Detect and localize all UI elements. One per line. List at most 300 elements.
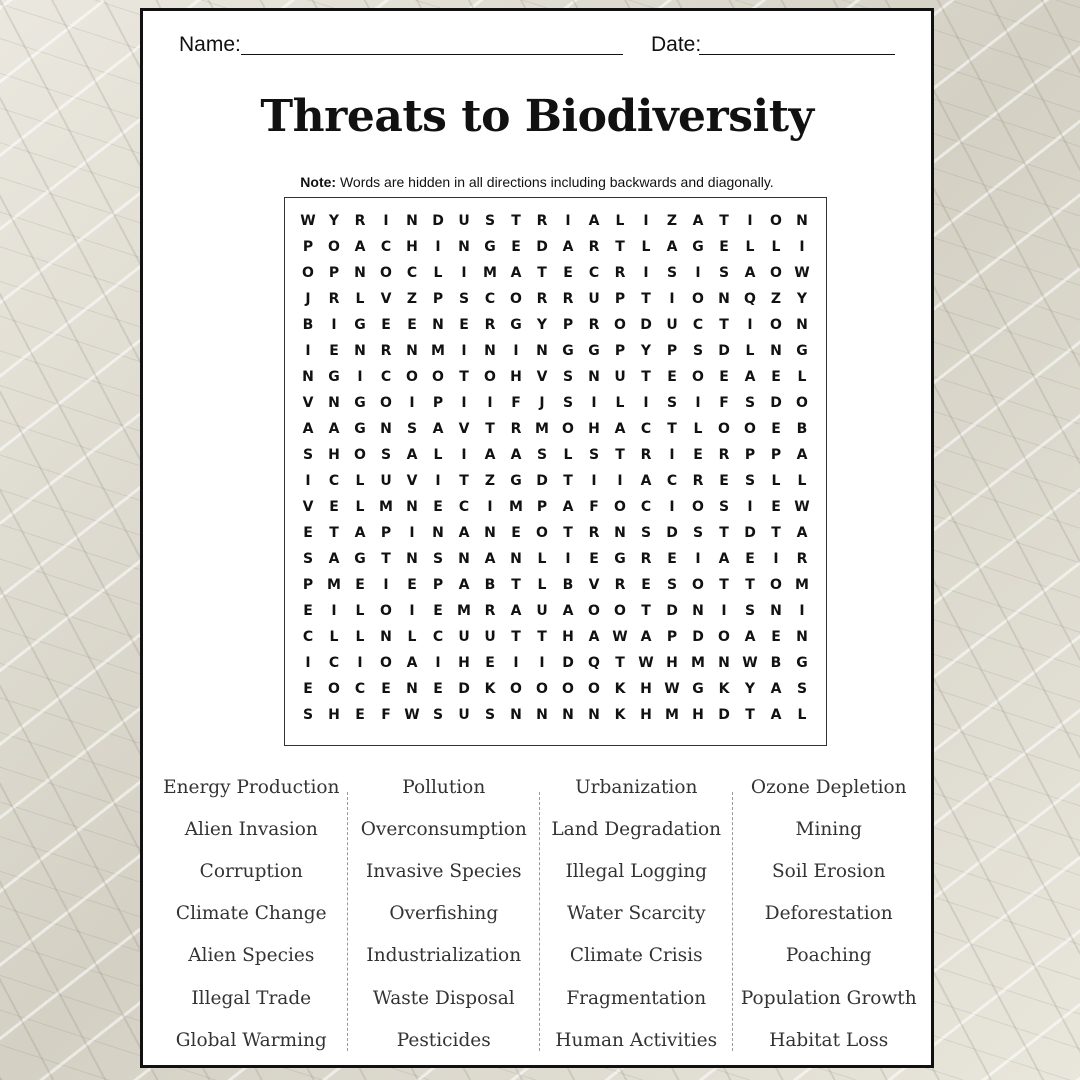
grid-letter[interactable]: C [484, 291, 496, 307]
grid-letter[interactable]: A [744, 369, 756, 385]
grid-letter[interactable]: E [771, 421, 781, 437]
grid-letter[interactable]: V [406, 473, 418, 489]
grid-letter[interactable]: K [484, 681, 496, 697]
grid-letter[interactable]: I [461, 447, 467, 463]
grid-letter[interactable]: N [796, 629, 808, 645]
grid-letter[interactable]: H [562, 629, 574, 645]
grid-letter[interactable]: T [641, 369, 651, 385]
grid-letter[interactable]: I [669, 499, 675, 515]
date-line[interactable] [699, 54, 895, 55]
grid-letter[interactable]: F [589, 499, 599, 515]
grid-letter[interactable]: O [692, 499, 704, 515]
grid-letter[interactable]: D [562, 655, 574, 671]
grid-letter[interactable]: I [383, 577, 389, 593]
grid-letter[interactable]: Z [484, 473, 496, 489]
grid-letter[interactable]: N [354, 343, 366, 359]
grid-letter[interactable]: I [565, 213, 571, 229]
grid-letter[interactable]: I [799, 603, 805, 619]
grid-letter[interactable]: T [485, 421, 495, 437]
grid-letter[interactable]: I [773, 551, 779, 567]
grid-letter[interactable]: C [406, 265, 418, 281]
grid-letter[interactable]: R [640, 447, 652, 463]
grid-letter[interactable]: N [796, 213, 808, 229]
grid-letter[interactable]: H [328, 447, 340, 463]
grid-letter[interactable]: M [431, 343, 445, 359]
grid-letter[interactable]: U [666, 317, 678, 333]
grid-letter[interactable]: I [747, 213, 753, 229]
grid-letter[interactable]: E [355, 577, 365, 593]
grid-letter[interactable]: I [643, 265, 649, 281]
grid-letter[interactable]: G [354, 317, 366, 333]
grid-letter[interactable]: L [355, 629, 365, 645]
grid-letter[interactable]: K [718, 681, 730, 697]
grid-letter[interactable]: U [458, 629, 470, 645]
grid-letter[interactable]: O [510, 681, 522, 697]
grid-letter[interactable]: Y [744, 681, 756, 697]
grid-letter[interactable]: T [719, 213, 729, 229]
grid-letter[interactable]: N [536, 707, 548, 723]
grid-letter[interactable]: A [354, 525, 366, 541]
grid-letter[interactable]: A [744, 629, 756, 645]
grid-letter[interactable]: L [329, 629, 339, 645]
grid-letter[interactable]: A [796, 447, 808, 463]
grid-letter[interactable]: M [665, 707, 679, 723]
grid-letter[interactable]: E [667, 369, 677, 385]
grid-letter[interactable]: V [380, 291, 392, 307]
grid-letter[interactable]: R [614, 577, 626, 593]
grid-letter[interactable]: I [461, 395, 467, 411]
grid-letter[interactable]: I [695, 265, 701, 281]
grid-letter[interactable]: P [432, 577, 444, 593]
grid-letter[interactable]: D [770, 395, 782, 411]
grid-letter[interactable]: O [692, 369, 704, 385]
grid-letter[interactable]: I [643, 395, 649, 411]
grid-letter[interactable]: I [513, 655, 519, 671]
grid-letter[interactable]: R [328, 291, 340, 307]
grid-letter[interactable]: D [718, 707, 730, 723]
grid-letter[interactable]: L [615, 213, 625, 229]
grid-letter[interactable]: G [692, 239, 704, 255]
grid-letter[interactable]: T [563, 525, 573, 541]
grid-letter[interactable]: R [484, 603, 496, 619]
grid-letter[interactable]: A [484, 447, 496, 463]
grid-letter[interactable]: L [693, 421, 703, 437]
grid-letter[interactable]: I [799, 239, 805, 255]
grid-letter[interactable]: W [300, 213, 316, 229]
grid-letter[interactable]: G [328, 369, 340, 385]
grid-letter[interactable]: U [536, 603, 548, 619]
grid-letter[interactable]: I [565, 551, 571, 567]
grid-letter[interactable]: R [354, 213, 366, 229]
grid-letter[interactable]: I [669, 447, 675, 463]
grid-letter[interactable]: U [458, 213, 470, 229]
grid-letter[interactable]: S [302, 551, 314, 567]
grid-letter[interactable]: N [432, 317, 444, 333]
grid-letter[interactable]: G [354, 551, 366, 567]
grid-letter[interactable]: N [354, 265, 366, 281]
grid-letter[interactable]: A [484, 551, 496, 567]
grid-letter[interactable]: Y [640, 343, 652, 359]
grid-letter[interactable]: P [614, 343, 626, 359]
grid-letter[interactable]: L [771, 239, 781, 255]
grid-letter[interactable]: O [380, 395, 392, 411]
grid-letter[interactable]: R [562, 291, 574, 307]
grid-letter[interactable]: P [770, 447, 782, 463]
grid-letter[interactable]: M [327, 577, 341, 593]
grid-letter[interactable]: U [614, 369, 626, 385]
grid-letter[interactable]: N [406, 343, 418, 359]
grid-letter[interactable]: P [744, 447, 756, 463]
grid-letter[interactable]: A [354, 239, 366, 255]
grid-letter[interactable]: S [718, 499, 730, 515]
grid-letter[interactable]: E [511, 525, 521, 541]
grid-letter[interactable]: N [406, 499, 418, 515]
grid-letter[interactable]: W [664, 681, 680, 697]
grid-letter[interactable]: O [380, 265, 392, 281]
grid-letter[interactable]: G [796, 655, 808, 671]
grid-letter[interactable]: S [536, 447, 548, 463]
grid-letter[interactable]: W [612, 629, 628, 645]
grid-letter[interactable]: M [535, 421, 549, 437]
grid-letter[interactable]: H [510, 369, 522, 385]
grid-letter[interactable]: T [719, 525, 729, 541]
grid-letter[interactable]: O [536, 525, 548, 541]
grid-letter[interactable]: H [458, 655, 470, 671]
grid-letter[interactable]: U [484, 629, 496, 645]
grid-letter[interactable]: S [692, 525, 704, 541]
grid-letter[interactable]: G [692, 681, 704, 697]
grid-letter[interactable]: E [719, 369, 729, 385]
grid-letter[interactable]: S [432, 707, 444, 723]
grid-letter[interactable]: P [380, 525, 392, 541]
grid-letter[interactable]: E [693, 447, 703, 463]
grid-letter[interactable]: H [640, 681, 652, 697]
grid-letter[interactable]: A [796, 525, 808, 541]
grid-letter[interactable]: O [432, 369, 444, 385]
grid-letter[interactable]: P [666, 629, 678, 645]
grid-letter[interactable]: N [484, 343, 496, 359]
grid-letter[interactable]: P [432, 291, 444, 307]
grid-letter[interactable]: U [380, 473, 392, 489]
grid-letter[interactable]: T [719, 577, 729, 593]
grid-letter[interactable]: R [640, 551, 652, 567]
grid-letter[interactable]: E [433, 499, 443, 515]
grid-letter[interactable]: C [458, 499, 470, 515]
grid-letter[interactable]: I [747, 499, 753, 515]
grid-letter[interactable]: N [380, 421, 392, 437]
grid-letter[interactable]: S [302, 447, 314, 463]
grid-letter[interactable]: A [406, 655, 418, 671]
grid-letter[interactable]: D [666, 603, 678, 619]
grid-letter[interactable]: C [640, 499, 652, 515]
grid-letter[interactable]: A [458, 525, 470, 541]
grid-letter[interactable]: T [511, 213, 521, 229]
grid-letter[interactable]: E [771, 499, 781, 515]
grid-letter[interactable]: F [511, 395, 521, 411]
grid-letter[interactable]: I [305, 473, 311, 489]
grid-letter[interactable]: I [409, 525, 415, 541]
grid-letter[interactable]: H [640, 707, 652, 723]
grid-letter[interactable]: N [510, 551, 522, 567]
grid-letter[interactable]: L [355, 291, 365, 307]
grid-letter[interactable]: P [302, 239, 314, 255]
grid-letter[interactable]: G [510, 473, 522, 489]
grid-letter[interactable]: A [666, 239, 678, 255]
grid-letter[interactable]: B [302, 317, 314, 333]
grid-letter[interactable]: E [511, 239, 521, 255]
grid-letter[interactable]: L [537, 551, 547, 567]
grid-letter[interactable]: N [484, 525, 496, 541]
grid-letter[interactable]: S [744, 395, 756, 411]
grid-letter[interactable]: Y [536, 317, 548, 333]
grid-letter[interactable]: O [328, 239, 340, 255]
grid-letter[interactable]: I [747, 317, 753, 333]
grid-letter[interactable]: A [458, 577, 470, 593]
grid-letter[interactable]: T [745, 707, 755, 723]
grid-letter[interactable]: E [381, 317, 391, 333]
grid-letter[interactable]: D [744, 525, 756, 541]
grid-letter[interactable]: U [458, 707, 470, 723]
grid-letter[interactable]: T [563, 473, 573, 489]
grid-letter[interactable]: T [641, 603, 651, 619]
grid-letter[interactable]: H [692, 707, 704, 723]
grid-letter[interactable]: T [459, 369, 469, 385]
grid-letter[interactable]: O [380, 603, 392, 619]
grid-letter[interactable]: R [588, 317, 600, 333]
grid-letter[interactable]: N [692, 603, 704, 619]
grid-letter[interactable]: R [692, 473, 704, 489]
grid-letter[interactable]: R [536, 291, 548, 307]
grid-letter[interactable]: N [432, 525, 444, 541]
grid-letter[interactable]: S [588, 447, 600, 463]
grid-letter[interactable]: I [357, 655, 363, 671]
grid-letter[interactable]: T [459, 473, 469, 489]
grid-letter[interactable]: O [562, 681, 574, 697]
grid-letter[interactable]: A [770, 681, 782, 697]
grid-letter[interactable]: P [666, 343, 678, 359]
grid-letter[interactable]: S [562, 395, 574, 411]
grid-letter[interactable]: N [770, 343, 782, 359]
grid-letter[interactable]: C [588, 265, 600, 281]
grid-letter[interactable]: L [433, 265, 443, 281]
grid-letter[interactable]: O [588, 603, 600, 619]
grid-letter[interactable]: O [770, 265, 782, 281]
grid-letter[interactable]: J [539, 395, 545, 411]
grid-letter[interactable]: A [588, 213, 600, 229]
grid-letter[interactable]: L [797, 473, 807, 489]
grid-letter[interactable]: A [562, 603, 574, 619]
grid-letter[interactable]: R [380, 343, 392, 359]
grid-letter[interactable]: G [796, 343, 808, 359]
grid-letter[interactable]: E [667, 551, 677, 567]
grid-letter[interactable]: I [435, 239, 441, 255]
grid-letter[interactable]: E [381, 681, 391, 697]
grid-letter[interactable]: E [407, 317, 417, 333]
grid-letter[interactable]: S [302, 707, 314, 723]
grid-letter[interactable]: V [536, 369, 548, 385]
grid-letter[interactable]: W [794, 265, 810, 281]
grid-letter[interactable]: O [354, 447, 366, 463]
grid-letter[interactable]: O [718, 421, 730, 437]
grid-letter[interactable]: E [329, 343, 339, 359]
grid-letter[interactable]: G [510, 317, 522, 333]
grid-letter[interactable]: M [795, 577, 809, 593]
grid-letter[interactable]: B [770, 655, 782, 671]
grid-letter[interactable]: E [745, 551, 755, 567]
grid-letter[interactable]: I [461, 265, 467, 281]
grid-letter[interactable]: E [433, 681, 443, 697]
grid-letter[interactable]: O [744, 421, 756, 437]
grid-letter[interactable]: A [328, 551, 340, 567]
grid-letter[interactable]: I [695, 551, 701, 567]
grid-letter[interactable]: S [640, 525, 652, 541]
grid-letter[interactable]: L [563, 447, 573, 463]
grid-letter[interactable]: D [536, 473, 548, 489]
grid-letter[interactable]: I [513, 343, 519, 359]
grid-letter[interactable]: S [666, 395, 678, 411]
grid-letter[interactable]: O [770, 577, 782, 593]
grid-letter[interactable]: E [641, 577, 651, 593]
grid-letter[interactable]: C [432, 629, 444, 645]
grid-letter[interactable]: O [328, 681, 340, 697]
grid-letter[interactable]: O [614, 499, 626, 515]
grid-letter[interactable]: G [588, 343, 600, 359]
grid-letter[interactable]: Y [328, 213, 340, 229]
grid-letter[interactable]: Z [770, 291, 782, 307]
grid-letter[interactable]: G [354, 395, 366, 411]
grid-letter[interactable]: C [302, 629, 314, 645]
grid-letter[interactable]: N [458, 239, 470, 255]
grid-letter[interactable]: D [692, 629, 704, 645]
grid-letter[interactable]: P [328, 265, 340, 281]
grid-letter[interactable]: A [588, 629, 600, 645]
grid-letter[interactable]: H [406, 239, 418, 255]
grid-letter[interactable]: I [539, 655, 545, 671]
grid-letter[interactable]: I [331, 317, 337, 333]
grid-letter[interactable]: W [794, 499, 810, 515]
grid-letter[interactable]: A [562, 239, 574, 255]
grid-letter[interactable]: E [719, 473, 729, 489]
grid-letter[interactable]: I [591, 395, 597, 411]
grid-letter[interactable]: S [484, 707, 496, 723]
grid-letter[interactable]: N [562, 707, 574, 723]
grid-letter[interactable]: O [380, 655, 392, 671]
grid-letter[interactable]: A [406, 447, 418, 463]
grid-letter[interactable]: K [614, 681, 626, 697]
grid-letter[interactable]: G [484, 239, 496, 255]
grid-letter[interactable]: O [692, 577, 704, 593]
grid-letter[interactable]: B [796, 421, 808, 437]
grid-letter[interactable]: N [770, 603, 782, 619]
grid-letter[interactable]: H [666, 655, 678, 671]
grid-letter[interactable]: A [770, 707, 782, 723]
grid-letter[interactable]: L [745, 343, 755, 359]
grid-letter[interactable]: R [718, 447, 730, 463]
grid-letter[interactable]: L [797, 707, 807, 723]
grid-letter[interactable]: D [536, 239, 548, 255]
grid-letter[interactable]: W [638, 655, 654, 671]
grid-letter[interactable]: C [380, 239, 392, 255]
grid-letter[interactable]: G [614, 551, 626, 567]
grid-letter[interactable]: I [487, 395, 493, 411]
grid-letter[interactable]: S [744, 603, 756, 619]
grid-letter[interactable]: A [328, 421, 340, 437]
grid-letter[interactable]: A [302, 421, 314, 437]
grid-letter[interactable]: I [331, 603, 337, 619]
grid-letter[interactable]: E [485, 655, 495, 671]
grid-letter[interactable]: B [562, 577, 574, 593]
grid-letter[interactable]: F [381, 707, 391, 723]
grid-letter[interactable]: S [666, 265, 678, 281]
grid-letter[interactable]: O [692, 291, 704, 307]
grid-letter[interactable]: O [406, 369, 418, 385]
grid-letter[interactable]: C [666, 473, 678, 489]
grid-letter[interactable]: M [509, 499, 523, 515]
grid-letter[interactable]: R [614, 265, 626, 281]
grid-letter[interactable]: I [409, 395, 415, 411]
grid-letter[interactable]: V [302, 395, 314, 411]
grid-letter[interactable]: N [614, 525, 626, 541]
grid-letter[interactable]: V [458, 421, 470, 437]
grid-letter[interactable]: A [744, 265, 756, 281]
grid-letter[interactable]: I [305, 655, 311, 671]
grid-letter[interactable]: I [487, 499, 493, 515]
grid-letter[interactable]: R [796, 551, 808, 567]
grid-letter[interactable]: L [745, 239, 755, 255]
grid-letter[interactable]: P [302, 577, 314, 593]
grid-letter[interactable]: W [404, 707, 420, 723]
grid-letter[interactable]: L [641, 239, 651, 255]
grid-letter[interactable]: I [409, 603, 415, 619]
grid-letter[interactable]: I [669, 291, 675, 307]
grid-letter[interactable]: P [536, 499, 548, 515]
grid-letter[interactable]: A [640, 473, 652, 489]
grid-letter[interactable]: S [666, 577, 678, 593]
grid-letter[interactable]: Q [588, 655, 600, 671]
grid-letter[interactable]: O [588, 681, 600, 697]
grid-letter[interactable]: R [510, 421, 522, 437]
grid-letter[interactable]: I [695, 395, 701, 411]
grid-letter[interactable]: I [643, 213, 649, 229]
grid-letter[interactable]: E [303, 603, 313, 619]
grid-letter[interactable]: N [458, 551, 470, 567]
grid-letter[interactable]: O [510, 291, 522, 307]
grid-letter[interactable]: L [355, 499, 365, 515]
grid-letter[interactable]: D [432, 213, 444, 229]
grid-letter[interactable]: T [511, 629, 521, 645]
grid-letter[interactable]: S [432, 551, 444, 567]
grid-letter[interactable]: E [589, 551, 599, 567]
grid-letter[interactable]: M [457, 603, 471, 619]
grid-letter[interactable]: U [588, 291, 600, 307]
grid-letter[interactable]: A [510, 265, 522, 281]
grid-letter[interactable]: O [302, 265, 314, 281]
grid-letter[interactable]: A [692, 213, 704, 229]
grid-letter[interactable]: T [329, 525, 339, 541]
grid-letter[interactable]: L [407, 629, 417, 645]
grid-letter[interactable]: O [770, 317, 782, 333]
grid-letter[interactable]: G [562, 343, 574, 359]
grid-letter[interactable]: T [537, 629, 547, 645]
grid-letter[interactable]: T [615, 655, 625, 671]
grid-letter[interactable]: N [718, 291, 730, 307]
grid-letter[interactable]: S [692, 343, 704, 359]
grid-letter[interactable]: A [562, 499, 574, 515]
grid-letter[interactable]: A [640, 629, 652, 645]
grid-letter[interactable]: E [355, 707, 365, 723]
grid-letter[interactable]: L [771, 473, 781, 489]
grid-letter[interactable]: I [357, 369, 363, 385]
